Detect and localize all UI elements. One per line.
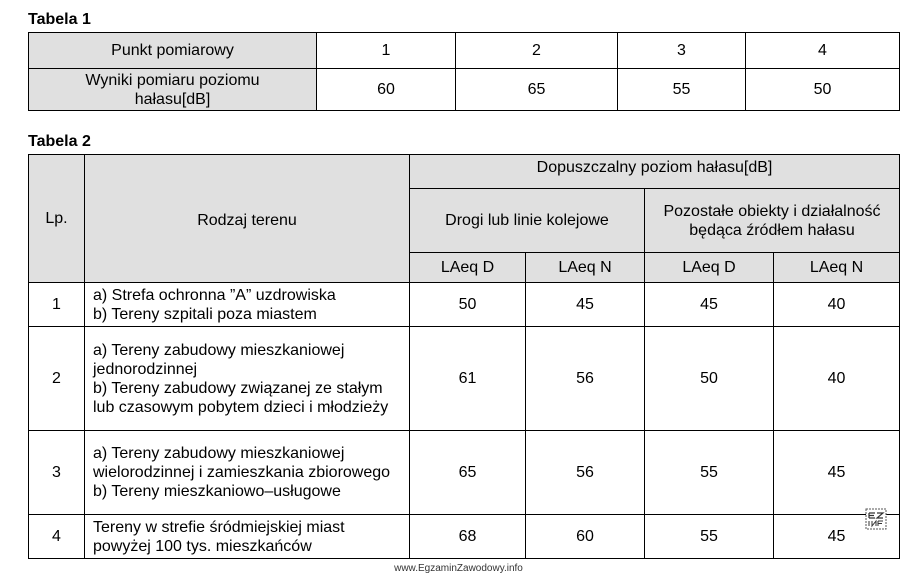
table-row [29, 283, 900, 327]
header-laeq-n: LAeq N [526, 253, 645, 283]
rodzaj-line: b) Tereny zabudowy związanej ze stałym lub czasowym pobytem dzieci i młodzieży [93, 379, 389, 416]
table1-cell: 55 [618, 69, 746, 111]
table1-cell: 65 [456, 69, 618, 111]
row-value: 45 [774, 431, 900, 515]
table1-cell: 3 [618, 33, 746, 69]
header-drogi: Drogi lub linie kolejowe [410, 189, 645, 253]
rodzaj-line: a) Tereny zabudowy mieszkaniowej jednorodzinnej [93, 341, 345, 378]
table1-cell: 1 [317, 33, 456, 69]
row-lp: 2 [29, 327, 85, 431]
rodzaj-line: a) Strefa ochronna ”A” uzdrowiska [93, 286, 336, 304]
header-pozostale: Pozostałe obiekty i działalność będąca źródłem hałasu [645, 189, 900, 253]
row-rodzaj [85, 431, 410, 515]
row-value: 65 [410, 431, 526, 515]
table-row [29, 515, 900, 559]
header-laeq-n: LAeq N [774, 253, 900, 283]
row-value: 50 [645, 327, 774, 431]
row-value: 60 [526, 515, 645, 559]
row-rodzaj [85, 283, 410, 327]
row-lp: 4 [29, 515, 85, 559]
table1-cell: 2 [456, 33, 618, 69]
row-value: 40 [774, 283, 900, 327]
header-dopuszczalny-poziom: Dopuszczalny poziom hałasu[dB] [410, 155, 900, 189]
row-rodzaj [85, 515, 410, 559]
footer-url: www.EgzaminZawodowy.info [394, 563, 523, 574]
table-row [29, 431, 900, 515]
row-value: 50 [410, 283, 526, 327]
rodzaj-line: b) Tereny mieszkaniowo–usługowe [93, 483, 341, 500]
table1-caption: Tabela 1 [28, 11, 91, 28]
table1-cell: 4 [746, 33, 900, 69]
table2-caption: Tabela 2 [28, 133, 91, 150]
rodzaj-line: Tereny w strefie śródmiejskiej miast powyżej 100 tys. mieszkańców [93, 518, 345, 555]
rodzaj-line: b) Tereny szpitali poza miastem [93, 305, 317, 323]
row-lp: 1 [29, 283, 85, 327]
row-value: 61 [410, 327, 526, 431]
row-value: 45 [774, 515, 900, 559]
table1 [28, 32, 900, 111]
rodzaj-line: a) Tereny zabudowy mieszkaniowej wielorodzinnej i zamieszkania zbiorowego [93, 445, 391, 481]
table2 [28, 154, 900, 559]
table-row [29, 327, 900, 431]
row-value: 68 [410, 515, 526, 559]
row-lp: 3 [29, 431, 85, 515]
table1-row1-label: Punkt pomiarowy [29, 33, 317, 69]
ez-info-logo-icon [865, 508, 887, 530]
row-value: 56 [526, 431, 645, 515]
row-value: 55 [645, 515, 774, 559]
header-rodzaj-terenu: Rodzaj terenu [85, 155, 410, 283]
header-laeq-d: LAeq D [410, 253, 526, 283]
row-rodzaj [85, 327, 410, 431]
table1-cell: 60 [317, 69, 456, 111]
table1-row2-label: Wyniki pomiaru poziomu hałasu[dB] [29, 69, 317, 111]
header-lp: Lp. [29, 155, 85, 283]
header-laeq-d: LAeq D [645, 253, 774, 283]
table1-cell: 50 [746, 69, 900, 111]
row-value: 45 [645, 283, 774, 327]
row-value: 55 [645, 431, 774, 515]
row-value: 40 [774, 327, 900, 431]
row-value: 56 [526, 327, 645, 431]
row-value: 45 [526, 283, 645, 327]
